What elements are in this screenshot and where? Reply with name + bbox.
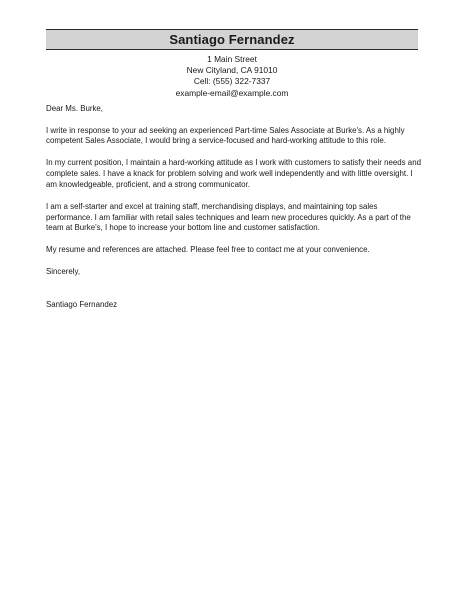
address-phone: Cell: (555) 322-7337 [193, 76, 271, 87]
name-header-bar [46, 29, 418, 50]
sender-address-block [46, 54, 418, 99]
paragraph-skills: I am a self-starter and excel at training staff, merchandising displays, and maintaining top sales performance. I am familiar with retail sales techniques and learn new procedures quickly. As a part of the team at Burke's, I hope to increase your bottom line and customer satisfaction. [46, 201, 411, 233]
signature-name: Santiago Fernandez [46, 299, 118, 309]
address-street: 1 Main Street [207, 54, 257, 64]
greeting: Dear Ms. Burke, [46, 104, 104, 113]
closing: Sincerely, [46, 266, 81, 276]
paragraph-current-position: In my current position, I maintain a hard-working attitude as I work with customers to satisfy their needs and complete sales. I have a knack for problem solving and work well independently and with little oversight. I am knowledgeable, proficient, and a strong communicator. [46, 158, 421, 189]
address-email: example-email@example.com [175, 87, 289, 98]
address-city: New Cityland, CA 91010 [186, 65, 278, 76]
paragraph-intro: I write in response to your ad seeking an experienced Part-time Sales Associate at Burke's. As a highly competent Sales Associate, I would bring a service-focused and hard-working attitude to this role. [46, 125, 405, 146]
paragraph-closing-remarks: My resume and references are attached. Please feel free to contact me at your convenience. [46, 245, 370, 255]
letter-body [46, 104, 422, 310]
sender-name: Santiago Fernandez [169, 32, 295, 47]
